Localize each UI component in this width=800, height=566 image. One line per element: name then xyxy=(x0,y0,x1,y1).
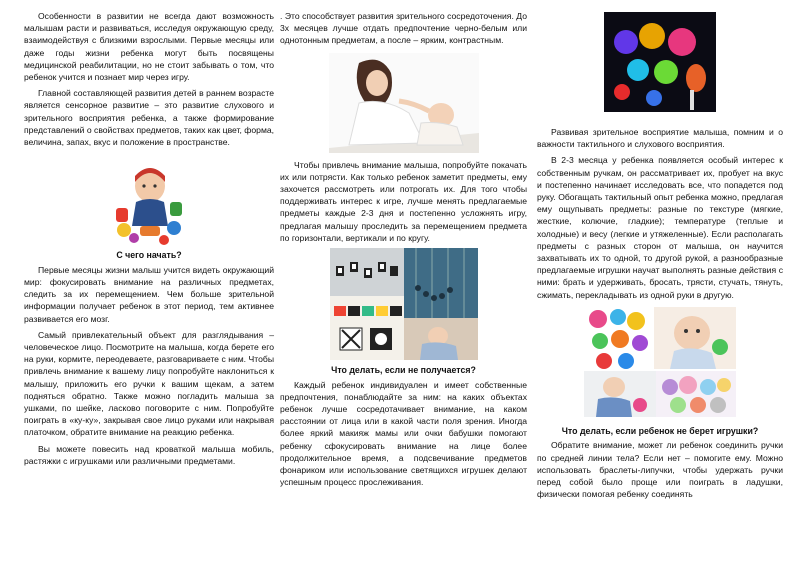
mother-and-baby-photo xyxy=(329,53,479,153)
tactile-toys-photos xyxy=(584,307,736,417)
paragraph: Самый привлекательный объект для разглядывания – человеческое лицо. Посмотрите на малыша, когда берете его на руки, кормите, переодеваете, разговариваете с ним. Чтобы привлечь внимание к вашему лицу попробуйте наклониться к малышу, приложить его ручки к вашим щекам, а затем подняться обратно. Также можно погладить малыша за ушками, по шейке, ласково поговорите с ним. Попробуйте поиграть в «ку-ку», закрывая свое лицо руками или накрывая платочком, обратите внимание на реакцию ребенка. xyxy=(24,329,274,438)
column-2 xyxy=(280,10,527,488)
crib-mobile-photos xyxy=(330,248,478,360)
paragraph: Обратите внимание, может ли ребенок соединить ручки по средней линии тела? Если нет – помогите ему. Можно использовать браслеты-липучки, чтобы удержать ручки перед собой было проще или поиграть в ладушки, физически помогая ребенку соединять xyxy=(537,440,783,500)
paragraph: . Это способствует развития зрительного сосредоточения. До 3х месяцев лучше отдать предпочтение черно-белым или однотонным предметам, а после – ярким, контрастным. xyxy=(280,11,527,46)
paragraph: Каждый ребенок индивидуален и имеет собственные предпочтения, понаблюдайте за ним: на каких объектах ребенок лучше сосредотачивает внимание, на каком расстоянии от лица или в какой части поля зрения. Иногда более яркий макияж мамы или очки бабушки помогают ребенку сфокусировать внимание на лице более продолжительное время, а подсвечивание предметов фонариком или использование светящихся игрушек делают успешным процесс прослеживания. xyxy=(280,379,527,488)
paragraph: В 2-3 месяца у ребенка появляется особый интерес к собственным ручкам, он рассматривает их, пробует на вкус и постепенно начинает исследовать все, что попадется под руку. Обогащать тактильный опыт ребенка можно, предлагая ему ощупывать предметы: разные по текстуре (мягкие, жесткие, колючие, гладкие); температуре (теплые и холодные) и весу (легкие и утяжеленные). Если располагать предметы с разных сторон от малыша, он научится захватывать их то одной, то другой рукой, а разнообразные предлагаемые игрушки научат выполнять разные действия с ними: брать и удерживать, бросать, трясти, стучать, тянуть, сжимать, перекладывать из одной руки в другую. xyxy=(537,155,783,300)
paragraph: Первые месяцы жизни малыш учится видеть окружающий мир: фокусировать внимание на различных предметах, следить за их перемещением. Чем больше зрительной информации получает ребенок в этот период, тем активнее развивается его мозг. xyxy=(24,264,274,324)
column-1 xyxy=(24,10,274,467)
baby-with-toys-photo xyxy=(110,156,188,246)
paragraph: Особенности в развитии не всегда дают возможность малышам расти и развиваться, исследуя окружающую среду, взаимодействуя с близкими взрослыми. Первые месяцы или даже годы жизни ребенка могут быть посвящены медицинской реабилитации, но не стоит забывать о том, что ребенок учится и познает мир через игру. xyxy=(24,11,274,83)
section-heading: Что делать, если не получается? xyxy=(331,365,476,376)
paragraph: Главной составляющей развития детей в раннем возрасте является сенсорное развитие – это развитие слухового и зрительного восприятия ребенка, а также формирование представлений о свойствах предметов, таких как цвет, форма, величина, запах, вкус и положение в пространстве. xyxy=(24,88,275,148)
section-heading: С чего начать? xyxy=(116,250,182,261)
paragraph: Чтобы привлечь внимание малыша, попробуйте покачать их или потрясти. Как только ребенок заметит предметы, ему захочется рассмотреть или потрогать их. Для того чтобы поддерживать интерес к игре, лучше менять предлагаемые предметы каждые 2-3 дня и постепенно усложнять игру, предлагая малышу проследить за перемещением предмета по горизонтали, вертикали и по кругу. xyxy=(280,159,527,243)
paragraph: Развивая зрительное восприятие малыша, помним и о важности тактильного и слухового восприятия. xyxy=(537,127,783,150)
column-3 xyxy=(537,10,783,500)
section-heading: Что делать, если ребенок не берет игрушки? xyxy=(561,425,759,436)
glowing-toys-photo xyxy=(604,12,716,112)
paragraph: Вы можете повесить над кроваткой малыша мобиль, растяжки с игрушками или различными предметами. xyxy=(24,443,274,466)
